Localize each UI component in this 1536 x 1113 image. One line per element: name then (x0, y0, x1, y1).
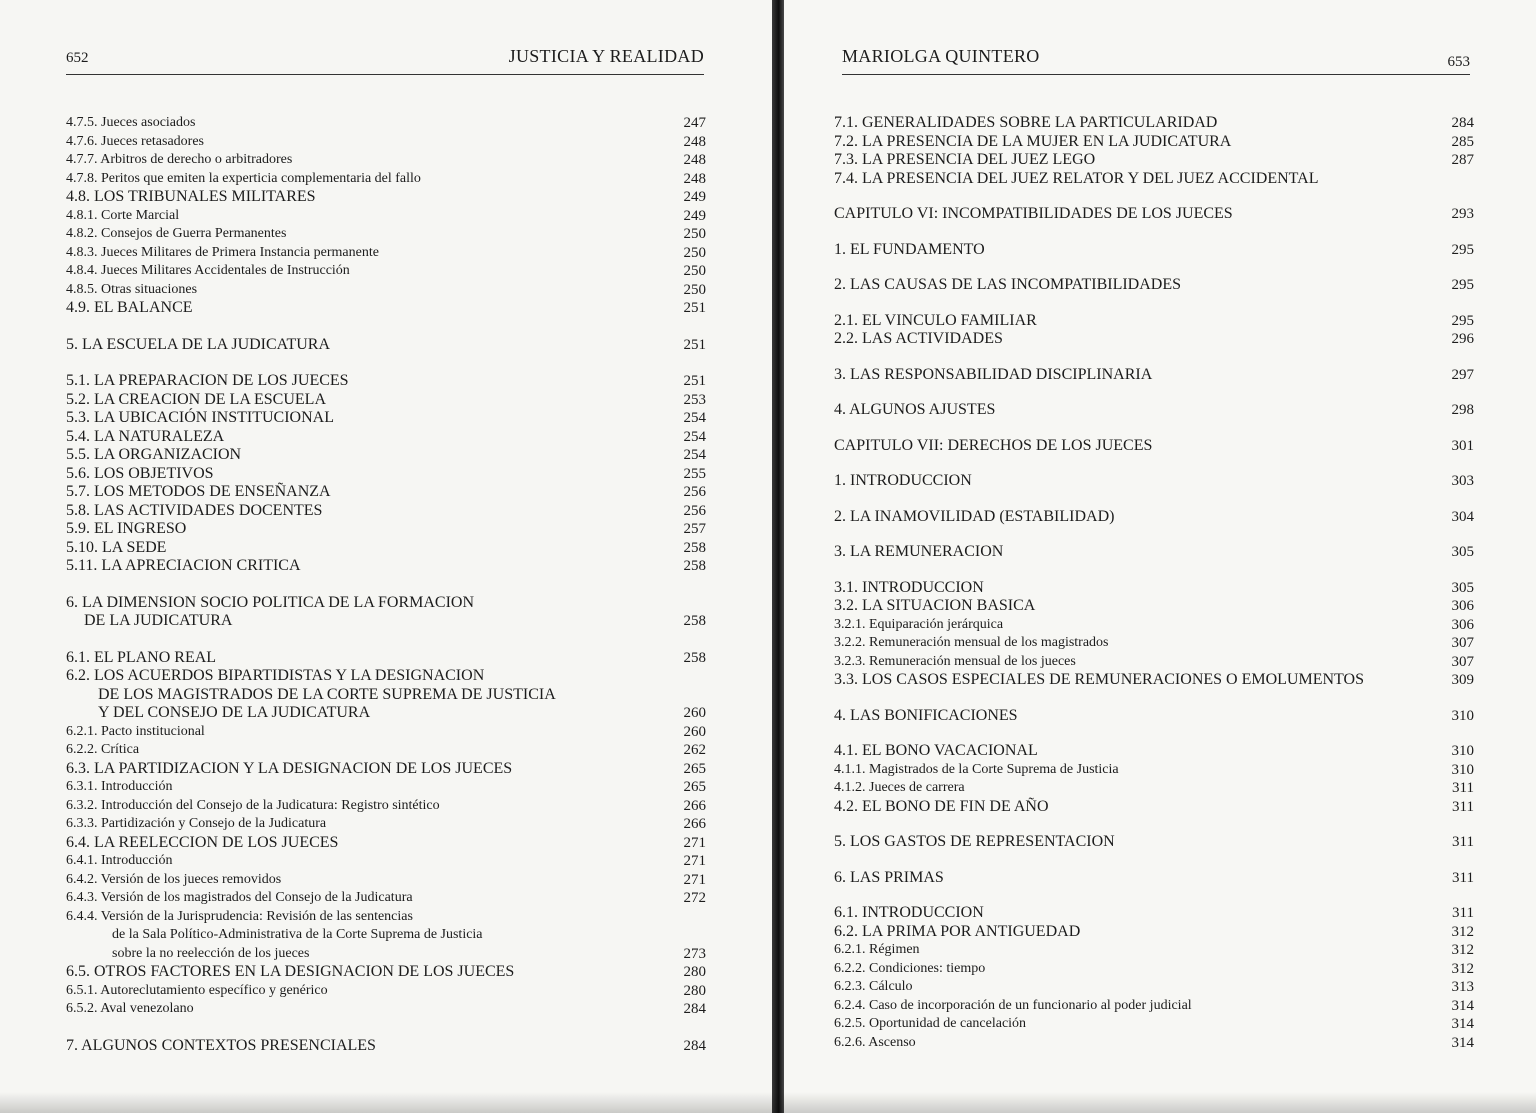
toc-entry: 4. ALGUNOS AJUSTES 298 (834, 401, 1474, 418)
toc-entry: 6.4.3. Versión de los magistrados del Consejo de la Judicatura 272 (66, 890, 706, 906)
toc-entry: 3. LAS RESPONSABILIDAD DISCIPLINARIA 297 (834, 365, 1474, 383)
toc-entry: 6.5. OTROS FACTORES EN LA DESIGNACION DE LOS JUECES 280 (66, 963, 706, 980)
toc-entry: 4. LAS BONIFICACIONES 310 (834, 706, 1474, 724)
toc-entry: 3.2.2. Remuneración mensual de los magistrados 307 (834, 635, 1474, 651)
toc-entry: 7.4. LA PRESENCIA DEL JUEZ RELATOR Y DEL JUEZ ACCIDENTAL (834, 169, 1319, 187)
toc-entry: 4.7.8. Peritos que emiten la experticia complementaria del fallo 248 (66, 170, 706, 187)
toc-entry: 6.3.1. Introducción 265 (66, 779, 706, 795)
toc-entry: 1. EL FUNDAMENTO 295 (834, 240, 1474, 258)
toc-entry: 2. LAS CAUSAS DE LAS INCOMPATIBILIDADES 295 (834, 276, 1474, 293)
toc-entry: 6.1. INTRODUCCION 311 (834, 904, 1474, 921)
toc-entry: 4.7.6. Jueces retasadores 248 (66, 133, 706, 150)
toc-entry: 6.3.2. Introducción del Consejo de la Judicatura: Registro sintético 266 (66, 797, 706, 814)
toc-entry: 5.11. LA APRECIACION CRITICA 258 (66, 557, 706, 574)
toc-entry: 6.4.2. Versión de los jueces removidos 271 (66, 871, 706, 888)
toc-entry: 5.1. LA PREPARACION DE LOS JUECES 251 (66, 372, 706, 389)
toc-entry: 4.7.5. Jueces asociados 247 (66, 115, 706, 131)
toc-entry: 3. LA REMUNERACION 305 (834, 543, 1474, 560)
toc-entry: 4.7.7. Arbitros de derecho o arbitradores 248 (66, 152, 706, 168)
running-head: MARIOLGA QUINTERO (842, 46, 1040, 66)
toc-entry: 6.3. LA PARTIDIZACION Y LA DESIGNACION DE LOS JUECES 265 (66, 759, 706, 777)
toc-entry: 4.1.2. Jueces de carrera 311 (834, 780, 1474, 796)
toc-entry: 4.9. EL BALANCE 251 (66, 299, 706, 316)
toc-entry: 6.3.3. Partidización y Consejo de la Judicatura 266 (66, 816, 706, 832)
toc-entry: 6.2.1. Pacto institucional 260 (66, 723, 706, 740)
toc-entry: 6.2.5. Oportunidad de cancelación 314 (834, 1016, 1474, 1032)
page-number: 652 (66, 50, 89, 66)
toc-entry: 4.8.4. Jueces Militares Accidentales de Instrucción 250 (66, 263, 706, 279)
toc-entry: 1. INTRODUCCION 303 (834, 472, 1474, 489)
toc-entry: 4.8.5. Otras situaciones 250 (66, 281, 706, 298)
toc-entry: 6.4.4. Versión de la Jurisprudencia: Revisión de las sentencias de la Sala Político-Administrativa de la Corte Suprema de Justicia sobre la no reelección de los jueces 273 (66, 908, 706, 962)
toc-entry: 6.2. LOS ACUERDOS BIPARTIDISTAS Y LA DESIGNACION DE LOS MAGISTRADOS DE LA CORTE SUPREMA DE JUSTICIA Y DEL CONSEJO DE LA JUDICATURA 260 (66, 667, 706, 721)
toc-entry: 5.8. LAS ACTIVIDADES DOCENTES 256 (66, 501, 706, 519)
toc-entry: 5.3. LA UBICACIÓN INSTITUCIONAL 254 (66, 409, 706, 426)
toc-entry: 5.7. LOS METODOS DE ENSEÑANZA 256 (66, 483, 706, 500)
toc-entry: 5.2. LA CREACION DE LA ESCUELA 253 (66, 390, 706, 408)
toc-entry: 4.8.2. Consejos de Guerra Permanentes 250 (66, 226, 706, 242)
left-page-header (66, 44, 704, 75)
toc-entry: 5.10. LA SEDE 258 (66, 538, 706, 556)
table-of-contents-right (834, 114, 1474, 1052)
toc-entry: 6.2.6. Ascenso 314 (834, 1034, 1474, 1051)
toc-entry: 6.2. LA PRIMA POR ANTIGUEDAD 312 (834, 922, 1474, 940)
toc-entry: 5.6. LOS OBJETIVOS 255 (66, 464, 706, 482)
toc-entry: 3.2. LA SITUACION BASICA 306 (834, 597, 1474, 614)
page-number: 653 (1447, 54, 1470, 70)
toc-entry: 7.3. LA PRESENCIA DEL JUEZ LEGO 287 (834, 151, 1474, 168)
toc-entry: 2.2. LAS ACTIVIDADES 296 (834, 330, 1474, 347)
toc-entry: 6.2.2. Condiciones: tiempo 312 (834, 960, 1474, 977)
toc-entry: 6.1. EL PLANO REAL 258 (66, 648, 706, 666)
toc-entry: 6. LA DIMENSION SOCIO POLITICA DE LA FORMACION DE LA JUDICATURA 258 (66, 593, 706, 629)
toc-entry: 7.2. LA PRESENCIA DE LA MUJER EN LA JUDICATURA 285 (834, 132, 1474, 150)
toc-entry: 4.8.3. Jueces Militares de Primera Instancia permanente 250 (66, 244, 706, 261)
toc-entry: 6.4. LA REELECCION DE LOS JUECES 271 (66, 833, 706, 851)
running-head: JUSTICIA Y REALIDAD (508, 46, 704, 66)
toc-entry: 3.2.1. Equiparación jerárquica 306 (834, 616, 1474, 633)
toc-entry: 4.8.1. Corte Marcial 249 (66, 207, 706, 224)
toc-entry: 4.1.1. Magistrados de la Corte Suprema de Justicia 310 (834, 761, 1474, 778)
toc-entry: 4.8. LOS TRIBUNALES MILITARES 249 (66, 188, 706, 205)
toc-entry: 5.4. LA NATURALEZA 254 (66, 427, 706, 445)
toc-entry: 6.2.2. Crítica 262 (66, 742, 706, 758)
book-gutter (772, 0, 784, 1113)
right-page-header (842, 44, 1470, 75)
toc-entry: 4.1. EL BONO VACACIONAL 310 (834, 742, 1474, 759)
toc-entry: 4.2. EL BONO DE FIN DE AÑO 311 (834, 797, 1474, 815)
toc-entry: 5. LOS GASTOS DE REPRESENTACION 311 (834, 833, 1474, 850)
table-of-contents-left (66, 114, 706, 1055)
toc-entry: 6.5.2. Aval venezolano 284 (66, 1001, 706, 1017)
toc-entry: CAPITULO VI: INCOMPATIBILIDADES DE LOS JUECES 293 (834, 205, 1474, 222)
toc-entry: 2.1. EL VINCULO FAMILIAR 295 (834, 311, 1474, 329)
toc-entry: 5.5. LA ORGANIZACION 254 (66, 446, 706, 463)
toc-entry: 7.1. GENERALIDADES SOBRE LA PARTICULARIDAD 284 (834, 114, 1474, 131)
toc-entry: 3.2.3. Remuneración mensual de los jueces 307 (834, 653, 1474, 670)
toc-entry: CAPITULO VII: DERECHOS DE LOS JUECES 301 (834, 436, 1474, 454)
toc-entry: 5.9. EL INGRESO 257 (66, 520, 706, 537)
toc-entry: 6.2.4. Caso de incorporación de un funcionario al poder judicial 314 (834, 997, 1474, 1014)
toc-entry: 3.3. LOS CASOS ESPECIALES DE REMUNERACIONES O EMOLUMENTOS 309 (834, 671, 1474, 688)
right-page (784, 0, 1536, 1113)
toc-entry: 6.4.1. Introducción 271 (66, 853, 706, 869)
toc-entry: 6.2.3. Cálculo 313 (834, 979, 1474, 995)
toc-entry: 6.5.1. Autoreclutamiento específico y genérico 280 (66, 982, 706, 999)
toc-entry: 3.1. INTRODUCCION 305 (834, 578, 1474, 596)
toc-entry: 2. LA INAMOVILIDAD (ESTABILIDAD) 304 (834, 507, 1474, 525)
toc-entry: 6.2.1. Régimen 312 (834, 942, 1474, 958)
toc-entry: 5. LA ESCUELA DE LA JUDICATURA 251 (66, 335, 706, 353)
toc-entry: 6. LAS PRIMAS 311 (834, 868, 1474, 886)
toc-entry: 7. ALGUNOS CONTEXTOS PRESENCIALES 284 (66, 1036, 706, 1054)
